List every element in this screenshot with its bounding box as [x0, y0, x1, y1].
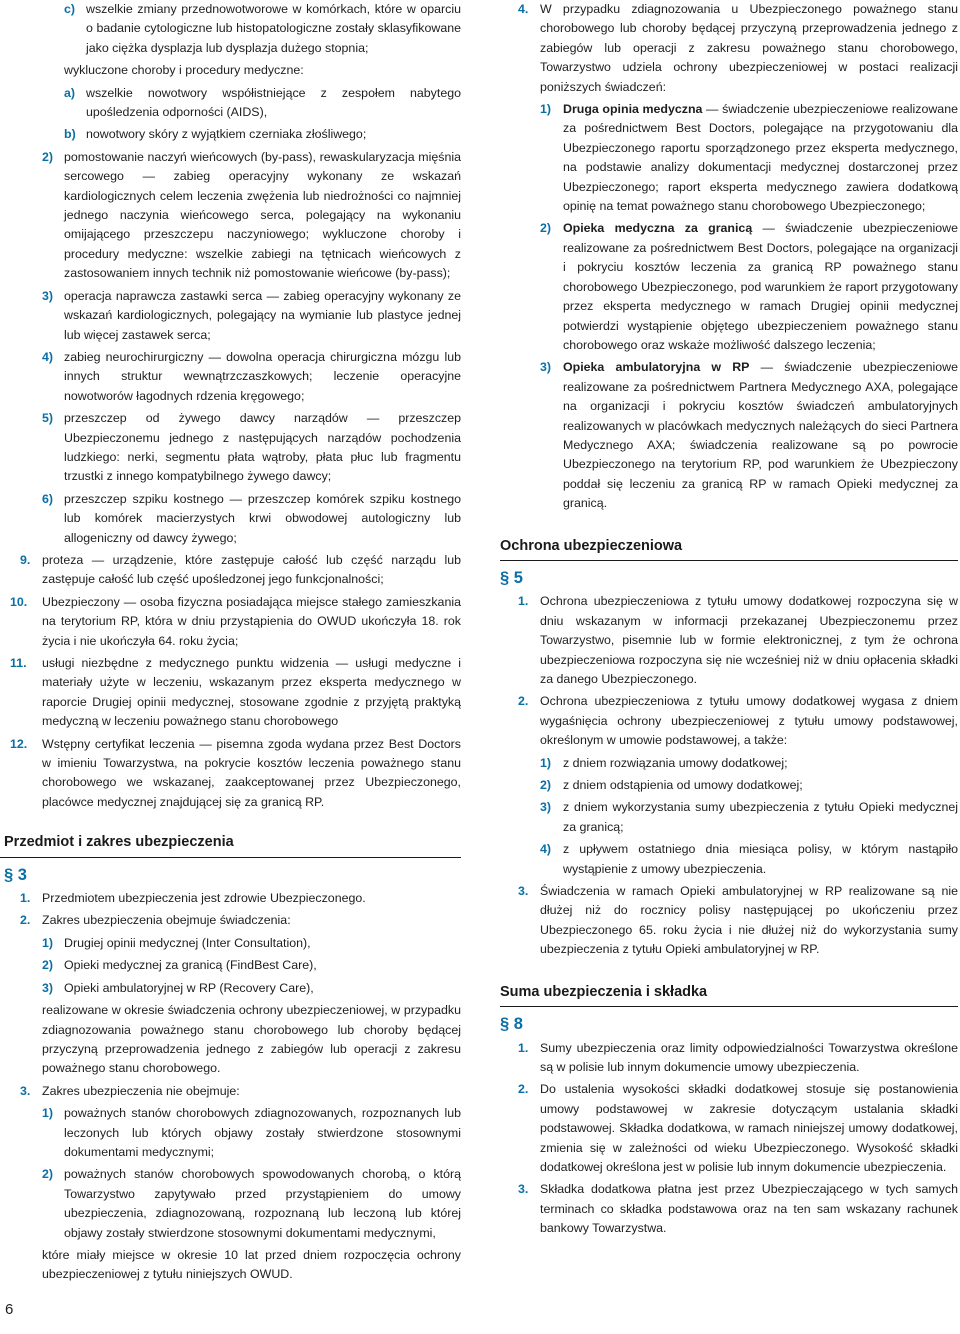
item-text: zabieg neurochirurgiczny — dowolna operacja chirurgiczna mózgu lub innych struktur wewnątrzczaszkowych; leczenie operacyjne nowotworów łagodnych rdzenia kręgowego;	[64, 349, 461, 403]
list-item	[0, 911, 461, 930]
item-marker: 11.	[10, 656, 27, 670]
list-item	[0, 1082, 461, 1101]
item-marker: 9.	[20, 552, 31, 567]
item-marker: 4)	[42, 349, 54, 364]
list-item	[0, 979, 461, 998]
definition-item	[0, 593, 461, 651]
item-text	[563, 219, 958, 355]
list-item	[0, 956, 461, 975]
item-marker: 6)	[42, 491, 54, 506]
item-text	[563, 358, 958, 513]
item-marker: 2.	[20, 913, 31, 928]
list-item	[500, 219, 958, 355]
item-text: Sumy ubezpieczenia oraz limity odpowiedzialności Towarzystwa określone są w polisie lub innym dokumencie umowy ubezpieczenia.	[540, 1040, 958, 1074]
item-marker: 3.	[518, 884, 529, 899]
item-marker: 4)	[540, 842, 552, 857]
item-marker: 3)	[42, 980, 54, 995]
item-marker: 1.	[518, 1040, 529, 1055]
list-item	[500, 882, 958, 960]
item-marker: 3)	[42, 288, 54, 303]
item-marker: 1)	[42, 1106, 54, 1121]
item-marker: 2)	[42, 1167, 54, 1182]
list-item	[0, 1165, 461, 1243]
item-text: Ubezpieczony — osoba fizyczna posiadająca miejsce stałego zamieszkania na terytorium RP, która w dniu przystąpienia do OWUD ukończyła 18. rok życia i nie ukończyła 64. roku życia;	[42, 594, 461, 648]
definition-item	[0, 551, 461, 590]
list-item	[0, 0, 461, 58]
list-item	[0, 934, 461, 953]
list-item	[0, 84, 461, 123]
item-text: przeszczep od żywego dawcy narządów — przeszczep Ubezpieczonemu jednego z następujących narządów pochodzenia ludzkiego: nerki, segmentu płata wątroby, płata płuc lub fragmentu trzustki z innego kompatybilnego żywego dawcy;	[64, 411, 461, 484]
item-text: z upływem ostatniego dnia miesiąca polisy, w którym nastąpiło wystąpienie z umowy ubezpieczenia.	[563, 842, 958, 876]
benefit-name: Opieka ambulatoryjna w RP	[563, 360, 750, 375]
paragraph-marker: § 3	[4, 865, 27, 884]
item-marker: 1)	[42, 935, 54, 950]
item-text: z dniem odstąpienia od umowy dodatkowej;	[563, 778, 803, 793]
item-text: z dniem rozwiązania umowy dodatkowej;	[563, 755, 788, 770]
excluded-label: wykluczone choroby i procedury medyczne:	[64, 63, 304, 78]
item-marker: 10.	[10, 594, 28, 609]
item-text: usługi niezbędne z medycznego punktu widzenia — usługi medyczne i materiały użyte w leczeniu, wskazanym przez eksperta medycznego w raporcie Drugiej opinii medycznej, stosowane zgodnie z przyjętą praktyką medyczną w leczeniu poważnego stanu chorobowego	[42, 656, 461, 729]
item-marker: a)	[64, 85, 76, 100]
list-item	[500, 0, 958, 97]
list-item	[500, 692, 958, 750]
benefit-description: — świadczenie ubezpieczeniowe realizowane za pośrednictwem Best Doctors, polegające na organizacji i pokryciu kosztów leczenia za granicą RP poważnego stanu chorobowego Ubezpieczonego, pod warunkiem że raport przygotowany przez eksperta medycznego w ramach Drugiej opinii medycznej potwierdzi wystąpienie objętego ubezpieczeniem poważnego stanu chorobowego oraz wskaże możliwość dalszego leczenia;	[563, 221, 958, 352]
list-item	[500, 358, 958, 513]
item-marker: 1.	[20, 891, 31, 906]
item-marker: 3.	[518, 1182, 529, 1197]
item-text: przeszczep szpiku kostnego — przeszczep komórek szpiku kostnego lub komórek macierzystych krwi obwodowej autologiczny lub allogeniczny od dawcy żywego;	[64, 491, 461, 545]
list-item	[500, 100, 958, 216]
benefit-name: Druga opinia medyczna	[563, 102, 703, 117]
right-column	[500, 0, 958, 1242]
item-marker: 2)	[540, 221, 552, 236]
paragraph-marker: § 8	[500, 1015, 523, 1034]
item-text: Zakres ubezpieczenia obejmuje świadczenia:	[42, 913, 291, 928]
item-marker: 5)	[42, 411, 54, 426]
item-marker: 1)	[540, 102, 552, 117]
item-text: Składka dodatkowa płatna jest przez Ubezpieczającego w tych samych terminach co składka podstawowa oraz na ten sam wskazany rachunek bankowy Towarzystwa.	[540, 1182, 958, 1236]
item-text: proteza — urządzenie, które zastępuje całość lub część narządu lub zastępuje całość lub część upośledzonej jego funkcjonalności;	[42, 552, 461, 587]
section-title: Przedmiot i zakres ubezpieczenia	[0, 833, 461, 857]
list-item	[500, 592, 958, 689]
item-text: poważnych stanów chorobowych zdiagnozowanych, rozpoznanych lub leczonych lub których objawy zostały stwierdzone stosownymi dokumentami medycznymi;	[64, 1106, 461, 1159]
item-marker: 1.	[518, 594, 529, 609]
list-item	[500, 754, 958, 773]
list-item	[0, 287, 461, 345]
item-text: Opieki medycznej za granicą (FindBest Care),	[64, 958, 317, 973]
item-text: Ochrona ubezpieczeniowa z tytułu umowy dodatkowej rozpoczyna się w dniu wskazanym w informacji przekazanej Ubezpieczonemu przez Towarzystwo, pisemnie lub w formie elektronicznej, z tym że ochrona ubezpieczeniowa rozpoczyna się nie wcześniej niż w dniu opłacenia składki za danego Ubezpieczonego.	[540, 594, 958, 686]
list-item	[500, 1039, 958, 1078]
item-marker: 3.	[20, 1083, 31, 1098]
page-number: 6	[5, 1301, 14, 1318]
list-item	[500, 840, 958, 879]
item-text: W przypadku zdiagnozowania u Ubezpieczonego poważnego stanu chorobowego lub choroby będącej przyczyną przeprowadzenia jednego z zabiegów lub operacji z zakresu poważnego stanu chorobowego, Towarzystwo udziela ochrony ubezpieczeniowej w postaci realizacji poniższych świadczeń:	[540, 2, 958, 94]
item-marker: 4.	[518, 2, 529, 16]
section-title: Suma ubezpieczenia i składka	[500, 983, 958, 1007]
list-item	[0, 1104, 461, 1162]
item-text: Przedmiotem ubezpieczenia jest zdrowie Ubezpieczonego.	[42, 891, 366, 906]
item-text: Świadczenia w ramach Opieki ambulatoryjnej w RP realizowane są nie dłużej niż do rocznicy polisy następującej po ukończeniu przez Ubezpieczonego 65. roku życia i nie dłużej niż do wykorzystania sumy ubezpieczenia z tytułu Opieki ambulatoryjnej w RP.	[540, 884, 958, 957]
item-marker: 1)	[540, 755, 552, 770]
item-text: poważnych stanów chorobowych spowodowanych chorobą, o którą Towarzystwo zapytywało przed przystąpieniem do umowy ubezpieczenia, zdiagnozowaną, rozpoznaną lub leczoną lub której objawy zostały stwierdzone stosownymi dokumentami medycznymi,	[64, 1167, 461, 1240]
benefit-description: — świadczenie ubezpieczeniowe realizowane za pośrednictwem Partnera Medycznego AXA, polegające na organizacji i pokryciu kosztów świadczeń ambulatoryjnych realizowanych w placówkach medycznych należących do sieci Partnera Medycznego AXA; świadczenia realizowane są po powrocie Ubezpieczonego na terytorium RP, pod warunkiem że Ubezpieczony poddał się leczeniu za granicą RP w ramach Opieki medycznej za granicą.	[563, 360, 958, 511]
item-text: Ochrona ubezpieczeniowa z tytułu umowy dodatkowej wygasa z dniem wygaśnięcia ochrony ubezpieczeniowej z tytułu umowy podstawowej, określonym w umowie podstawowej, a także:	[540, 694, 958, 748]
list-item	[500, 1080, 958, 1177]
list-item	[0, 409, 461, 487]
list-item	[500, 798, 958, 837]
item-text: Do ustalenia wysokości składki dodatkowej stosuje się postanowienia umowy podstawowej w zakresie dotyczącym ustalania składki podstawowej. Składka dodatkowa, w ramach niniejszej umowy dodatkowej, zmienia się w zależności od wieku Ubezpieczonego. Wysokość składki dodatkowej określona jest w polisie lub innym dokumencie ubezpieczenia.	[540, 1082, 958, 1174]
item-text: Zakres ubezpieczenia nie obejmuje:	[42, 1083, 240, 1098]
item-text: wszelkie zmiany przednowotworowe w komórkach, które w oparciu o badanie cytologiczne lub histopatologiczne zostały sklasyfikowane jako ciężka dysplazja lub dysplazja dużego stopnia;	[86, 2, 461, 55]
item-text	[563, 100, 958, 216]
item-marker: 2.	[518, 694, 529, 709]
item-marker: 3)	[540, 800, 552, 815]
benefit-name: Opieka medyczna za granicą	[563, 221, 753, 236]
item-text: nowotwory skóry z wyjątkiem czerniaka złośliwego;	[86, 127, 367, 142]
definition-item	[0, 654, 461, 732]
definition-item	[0, 735, 461, 813]
paragraph-marker: § 5	[500, 568, 523, 587]
item-text: Drugiej opinii medycznej (Inter Consultation),	[64, 935, 311, 950]
item-text: Wstępny certyfikat leczenia — pisemna zgoda wydana przez Best Doctors w imieniu Towarzystwa, na pokrycie kosztów leczenia poważnego stanu chorobowego we wskazanej, zaakceptowanej przez Ubezpieczonego, placówce medycznej znajdującej się za granicą RP.	[42, 736, 461, 809]
paragraph-text: realizowane w okresie świadczenia ochrony ubezpieczeniowej, w przypadku zdiagnozowania poważnego stanu chorobowego lub choroby będącej przyczyną przeprowadzenia jednego z zabiegów lub operacji z zakresu poważnego stanu chorobowego.	[42, 1003, 461, 1076]
item-marker: 2)	[42, 958, 54, 973]
list-item	[0, 148, 461, 284]
left-column	[0, 0, 461, 1285]
item-text: operacja naprawcza zastawki serca — zabieg operacyjny wykonany ze wskazań kardiologicznych, polegający na wymianie lub plastyce jednej lub więcej zastawek serca;	[64, 288, 461, 342]
item-text: z dniem wykorzystania sumy ubezpieczenia z tytułu Opieki medycznej za granicą;	[563, 800, 958, 834]
item-marker: 2)	[540, 778, 552, 793]
list-item	[0, 125, 461, 144]
section-title: Ochrona ubezpieczeniowa	[500, 537, 958, 561]
paragraph-text: które miały miejsce w okresie 10 lat przed dniem rozpoczęcia ochrony ubezpieczeniowej z tytułu niniejszych OWUD.	[42, 1247, 461, 1282]
item-marker: c)	[64, 2, 76, 16]
item-marker: 3)	[540, 360, 552, 375]
item-text: Opieki ambulatoryjnej w RP (Recovery Care),	[64, 980, 314, 995]
item-marker: 2.	[518, 1082, 529, 1097]
item-marker: 2)	[42, 149, 54, 164]
item-marker: b)	[64, 127, 76, 142]
item-text: pomostowanie naczyń wieńcowych (by-pass), rewaskularyzacja mięśnia sercowego — zabieg operacyjny wykonany ze wskazań kardiologicznych celem leczenia zwężenia lub niedrożności co najmniej jednego naczynia wieńcowego serca, polegający na wykonaniu omijającego przeszczepu naczyniowego; wykluczone choroby i procedury medyczne: wszelkie zabiegi na tętnicach wieńcowych z zastosowaniem innych technik niż pomostowanie wieńcowe (by-pass);	[64, 149, 461, 281]
list-item	[500, 1180, 958, 1238]
list-item	[0, 490, 461, 548]
item-text: wszelkie nowotwory współistniejące z zespołem nabytego upośledzenia odporności (AIDS),	[86, 85, 461, 120]
list-item	[500, 776, 958, 795]
item-marker: 12.	[10, 736, 28, 751]
list-item	[0, 348, 461, 406]
benefit-description: — świadczenie ubezpieczeniowe realizowane za pośrednictwem Best Doctors, polegające na przygotowaniu dla Ubezpieczonego raportu sporządzonego przez eksperta medycznego, na podstawie analizy dokumentacji medycznej dostarczonej przez Ubezpieczonego; raport eksperta medycznego zawiera dodatkową opinię na temat poważnego stanu chorobowego Ubezpieczonego;	[563, 102, 958, 214]
list-item	[0, 889, 461, 908]
